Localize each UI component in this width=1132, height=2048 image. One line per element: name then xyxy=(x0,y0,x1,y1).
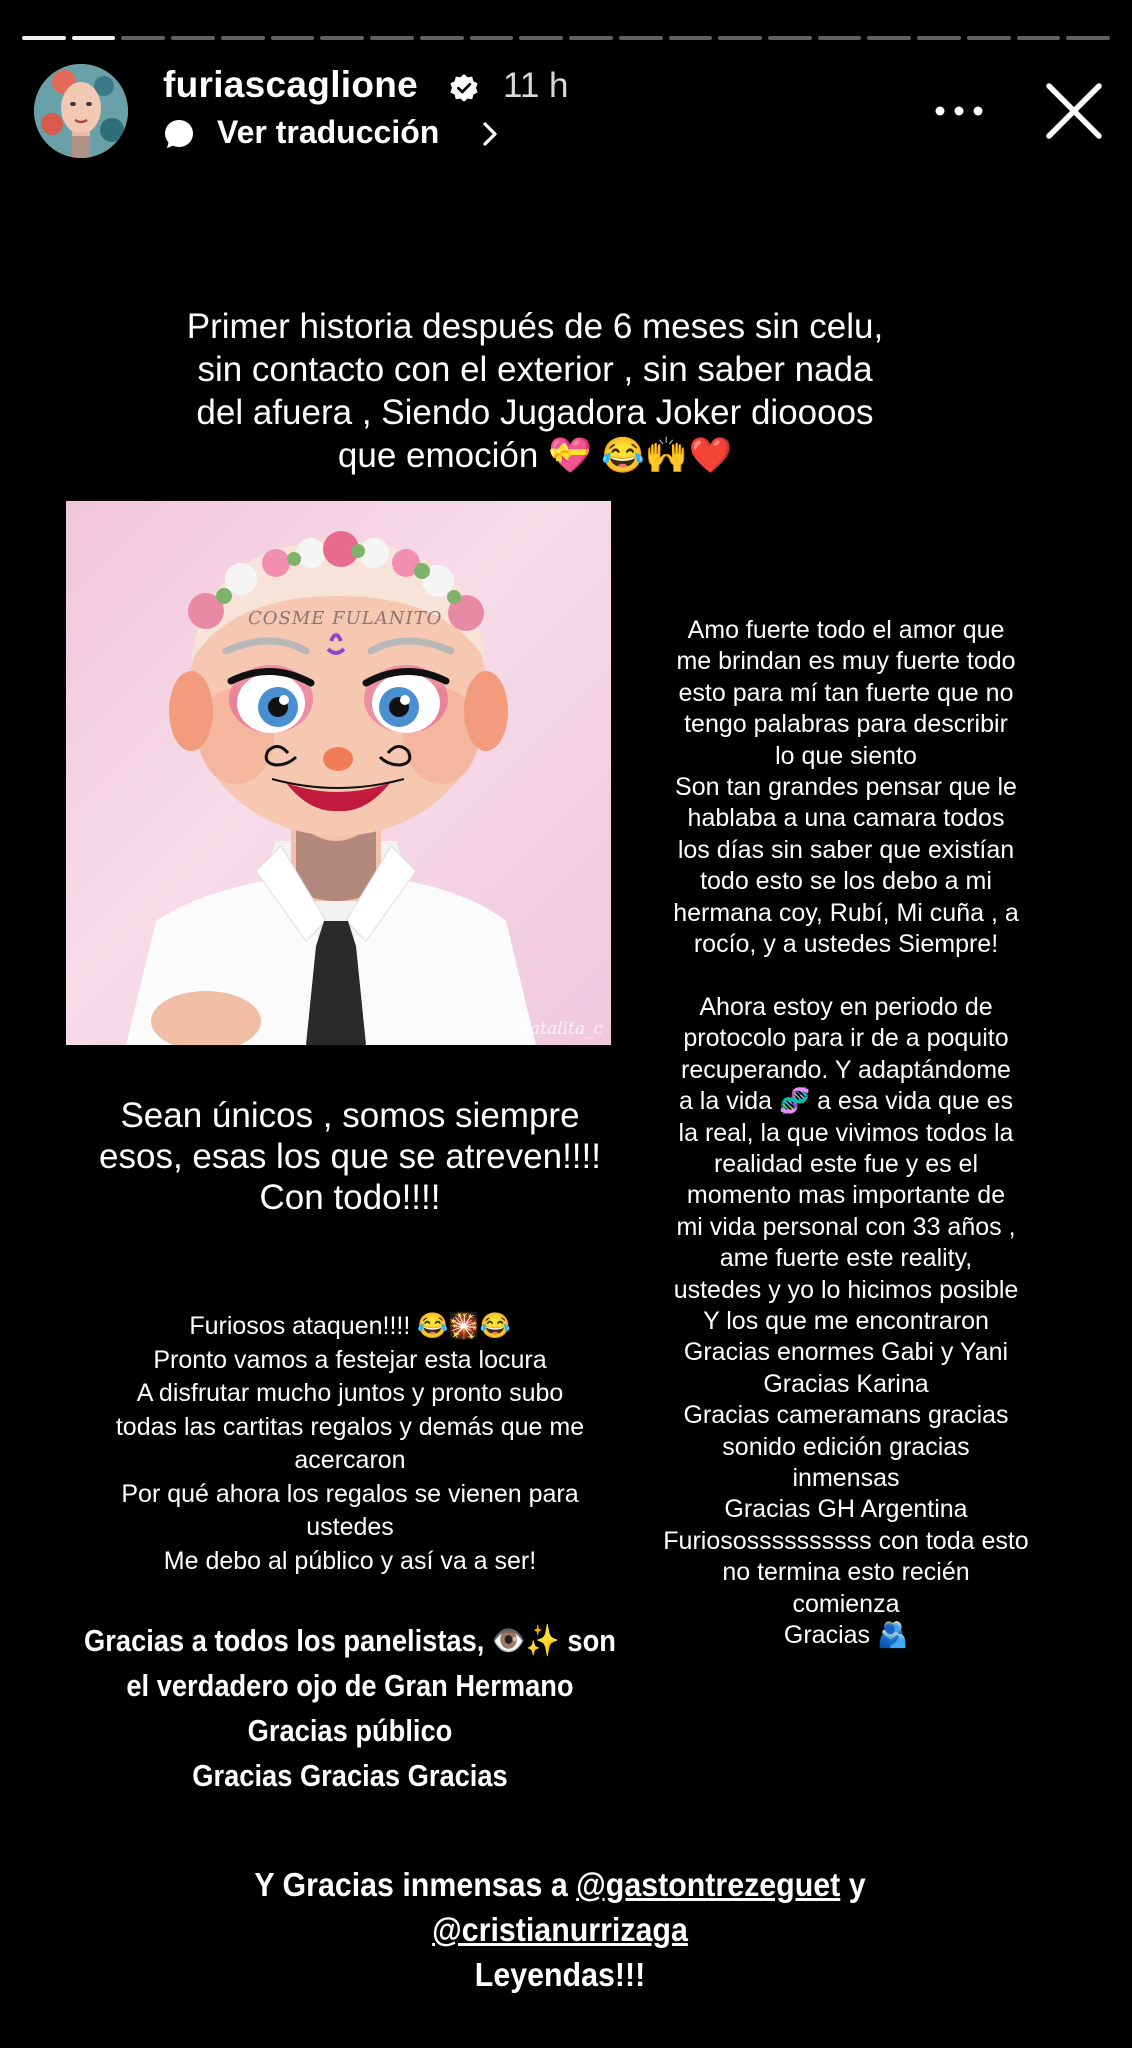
progress-segment xyxy=(1017,36,1061,40)
translate-icon[interactable] xyxy=(163,118,195,150)
more-options-icon[interactable] xyxy=(932,96,986,126)
cartoon-portrait-illustration xyxy=(66,501,611,1045)
progress-segment xyxy=(718,36,762,40)
final-prefix-text: Y Gracias inmensas a xyxy=(254,1866,577,1903)
progress-segment xyxy=(121,36,165,40)
story-panelistas-text: Gracias a todos los panelistas, 👁️✨ son el verdadero ojo de Gran Hermano Gracias público Gracias Gracias Gracias xyxy=(84,1623,616,1793)
mention-link-cristianurrizaga[interactable]: @cristianurrizaga xyxy=(432,1911,688,1948)
story-unique-text: Sean únicos , somos siempre esos, esas los que se atreven!!!! Con todo!!!! xyxy=(99,1096,601,1217)
avatar[interactable] xyxy=(34,64,128,158)
progress-segment xyxy=(22,36,66,40)
progress-segment xyxy=(1066,36,1110,40)
progress-segment xyxy=(569,36,613,40)
progress-segment xyxy=(320,36,364,40)
progress-segment xyxy=(171,36,215,40)
story-right-column-text: Amo fuerte todo el amor que me brindan es muy fuerte todo esto para mí tan fuerte que no tengo palabras para describir lo que siento Son tan grandes pensar que le hablaba a una camara todos los días sin saber que existían todo esto se los debo a mi hermana coy, Rubí, Mi cuña , a rocío, y a ustedes Siempre! Ahora estoy en periodo de protocolo para ir de a poquito recuperando. Y adaptándome a la vida 🧬 a esa vida que es la real, la que vivimos todos la realidad este fue y es el momento mas importante de mi vida personal con 33 años , ame fuerte este reality, ustedes y yo lo hicimos posible Y los que me encontraron Gracias enormes Gabi y Yani Gracias Karina Gracias cameramans gracias sonido edición gracias inmensas Gracias GH Argentina Furiosossssssssss con toda esto no termina esto recién comienza Gracias 🫂 xyxy=(663,616,1029,1649)
image-watermark: @natalita_c xyxy=(502,1019,603,1039)
translate-button[interactable]: Ver traducción xyxy=(217,114,440,150)
story-furiosos-text: Furiosos ataquen!!!! 😂🎇😂 Pronto vamos a festejar esta locura A disfrutar mucho juntos y pronto subo todas las cartitas regalos y demás que me acercaron Por qué ahora los regalos se vienen para ustedes Me debo al público y así va a ser! xyxy=(115,1312,585,1575)
story-final-closing-text: Leyendas!!! xyxy=(474,1956,646,1993)
progress-segment xyxy=(420,36,464,40)
story-intro-text: Primer historia después de 6 meses sin celu, sin contacto con el exterior , sin saber nada del afuera , Siendo Jugadora Joker dioooos que emoción 💝 😂🙌❤️ xyxy=(186,307,884,475)
progress-segment xyxy=(818,36,862,40)
avatar-image xyxy=(34,64,128,158)
story-final-line xyxy=(220,1862,901,1907)
story-progress-bar xyxy=(22,36,1110,40)
progress-segment xyxy=(519,36,563,40)
progress-segment xyxy=(72,36,116,40)
story-image xyxy=(66,501,611,1045)
forehead-text: COSME FULANITO xyxy=(248,608,443,629)
progress-segment xyxy=(271,36,315,40)
progress-segment xyxy=(867,36,911,40)
mention-link-gastontrezeguet[interactable]: @gastontrezeguet xyxy=(576,1866,841,1903)
chevron-right-icon[interactable] xyxy=(481,121,499,147)
progress-segment xyxy=(221,36,265,40)
progress-segment xyxy=(370,36,414,40)
time-ago: 11 h xyxy=(503,66,569,105)
progress-segment xyxy=(768,36,812,40)
progress-segment xyxy=(669,36,713,40)
progress-segment xyxy=(619,36,663,40)
close-icon[interactable] xyxy=(1043,80,1105,142)
username[interactable]: furiascaglione xyxy=(163,64,419,105)
verified-badge-icon xyxy=(449,73,479,103)
progress-segment xyxy=(967,36,1011,40)
final-conjunction-text: y xyxy=(840,1866,866,1903)
progress-segment xyxy=(917,36,961,40)
progress-segment xyxy=(470,36,514,40)
